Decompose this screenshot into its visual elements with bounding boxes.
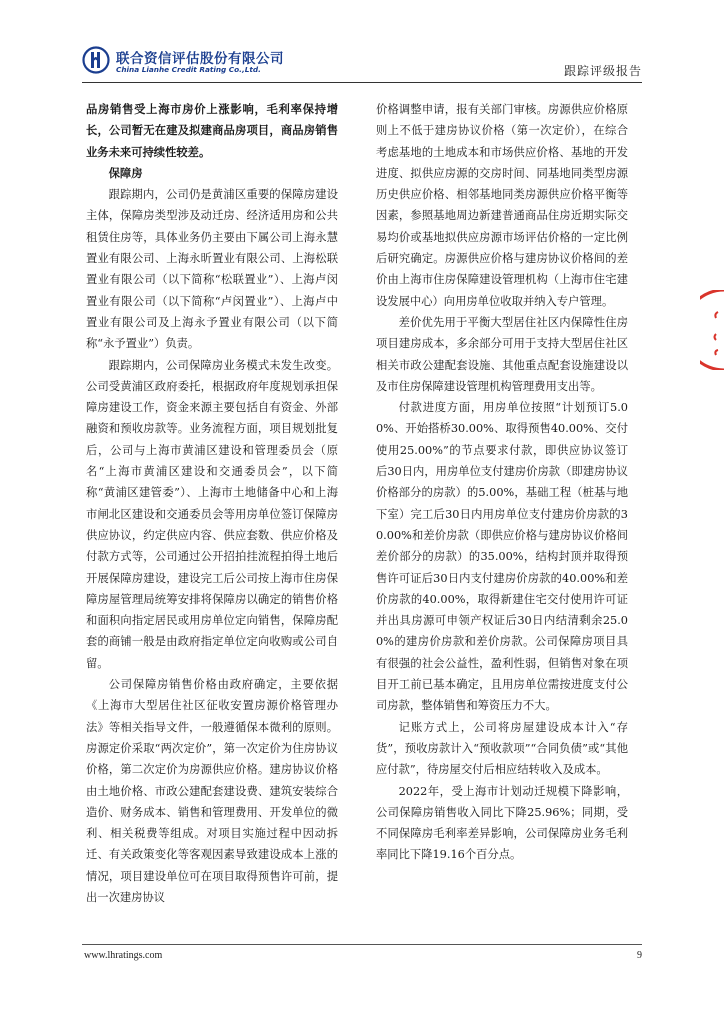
left-column (86, 99, 338, 908)
footer-website: www.lhratings.com (84, 950, 163, 961)
company-logo (82, 46, 322, 78)
header-divider (82, 82, 642, 83)
body-paragraph: 2022年，受上海市计划动迁规模下降影响，公司保障房销售收入同比下降25.96%；同期，受不同保障房毛利率差异影响，公司保障房业务毛利率同比下降19.16个百分点。 (376, 784, 628, 862)
seal-stamp-icon (700, 290, 724, 370)
section-title: 保障房 (108, 165, 143, 180)
body-paragraph: 记账方式上，公司将房屋建设成本计入“存货”，预收房款计入“预收款项”“合同负债”或“其他应付款”，待房屋交付后相应结转收入及成本。 (376, 720, 628, 777)
body-paragraph: 跟踪期内，公司仍是黄浦区重要的保障房建设主体，保障房类型涉及动迁房、经济适用房和公共租赁住房等，具体业务仍主要由下属公司上海永慧置业有限公司、上海永昕置业有限公司、上海松联置业有限公司（以下简称“松联置业”）、上海卢闵置业有限公司（以下简称“卢闵置业”）、上海卢中置业有限公司及上海永予置业有限公司（以下简称“永予置业”）负责。 (86, 188, 338, 351)
page-header (82, 46, 642, 82)
body-paragraph: 差价优先用于平衡大型居住社区内保障性住房项目建房成本，多余部分可用于支持大型居住社区相关市政公建配套设施、其他重点配套设施建设以及市住房保障建设管理机构管理费用支出等。 (376, 315, 628, 393)
footer-divider (82, 944, 642, 945)
body-paragraph-continued: 价格调整申请，报有关部门审核。房源供应价格原则上不低于建房协议价格（第一次定价），在综合考虑基地的土地成本和市场供应价格、基地的开发进度、拟供应房源的交房时间、同基地同类型房源历史供应价格、相邻基地同类房源供应价格平衡等因素，参照基地周边新建普通商品住房近期实际交易均价或基地拟供应房源市场评估价格的一定比例后研究确定。房源供应价格与建房协议价格间的差价由上海市住房保障建设管理机构（上海市住宅建设发展中心）向用房单位收取并纳入专户管理。 (376, 103, 628, 308)
report-type-label: 跟踪评级报告 (563, 64, 642, 78)
right-column (376, 99, 628, 866)
body-paragraph: 跟踪期内，公司保障房业务模式未发生改变。公司受黄浦区政府委托，根据政府年度规划承担保障房建设工作，资金来源主要包括自有资金、外部融资和预收房款等。业务流程方面，项目规划批复后，公司与上海市黄浦区建设和管理委员会（原名“上海市黄浦区建设和交通委员会”，以下简称“黄浦区建管委”）、上海市土地储备中心和上海市闸北区建设和交通委员会等用房单位签订保障房供应协议，约定供应内容、供应套数、供应价格及付款方式等，公司通过公开招拍挂流程拍得土地后开展保障房建设，建设完工后公司按上海市住房保障房屋管理局统筹安排将保障房以确定的销售价格和面积向指定居民或用房单位定向销售，保障房配套的商铺一般是由政府指定单位定向收购或公司自留。 (86, 358, 338, 670)
page-number: 9 (637, 950, 642, 961)
intro-bold-paragraph: 品房销售受上海市房价上涨影响，毛利率保持增长，公司暂无在建及拟建商品房项目，商品房销售业务未来可持续性较差。 (86, 102, 338, 159)
body-paragraph: 付款进度方面，用房单位按照“计划预订5.00%、开始搭桥30.00%、取得预售40.00%、交付使用25.00%”的节点要求付款，即供应协议签订后30日内，用房单位支付建房价房款（即建房协议价格部分的房款）的5.00%，基础工程（桩基与地下室）完工后30日内用房单位支付建房价房款的30.00%和差价房款（即供应价格与建房协议价格间差价部分的房款）的35.00%，结构封顶并取得预售许可证后30日内支付建房价房款的40.00%和差价房款的40.00%，取得新建住宅交付使用许可证并出具房源可申领产权证后30日内结清剩余25.00%的建房价房款和差价房款。公司保障房项目具有很强的社会公益性，盈利性弱，但销售对象在项目开工前已基本确定，且用房单位需按进度支付公司房款，整体销售和筹资压力不大。 (376, 401, 628, 713)
body-paragraph: 公司保障房销售价格由政府确定，主要依据《上海市大型居住社区征收安置房源价格管理办法》等相关指导文件，一般遵循保本微利的原则。房源定价采取“两次定价”，第一次定价为住房协议价格，第二次定价为房源供应价格。建房协议价格由土地价格、市政公建配套建设费、建筑安装综合造价、财务成本、销售和管理费用、开发单位的微利、相关税费等组成。对项目实施过程中因动拆迁、有关政策变化等客观因素导致建设成本上涨的情况，项目建设单位可在项目取得预售许可前，提出一次建房协议 (86, 678, 338, 904)
company-name-cn: 联合资信评估股份有限公司 (116, 51, 284, 67)
lianhe-logo-icon (82, 46, 110, 74)
company-name-en: China Lianhe Credit Rating Co.,Ltd. (116, 65, 261, 74)
